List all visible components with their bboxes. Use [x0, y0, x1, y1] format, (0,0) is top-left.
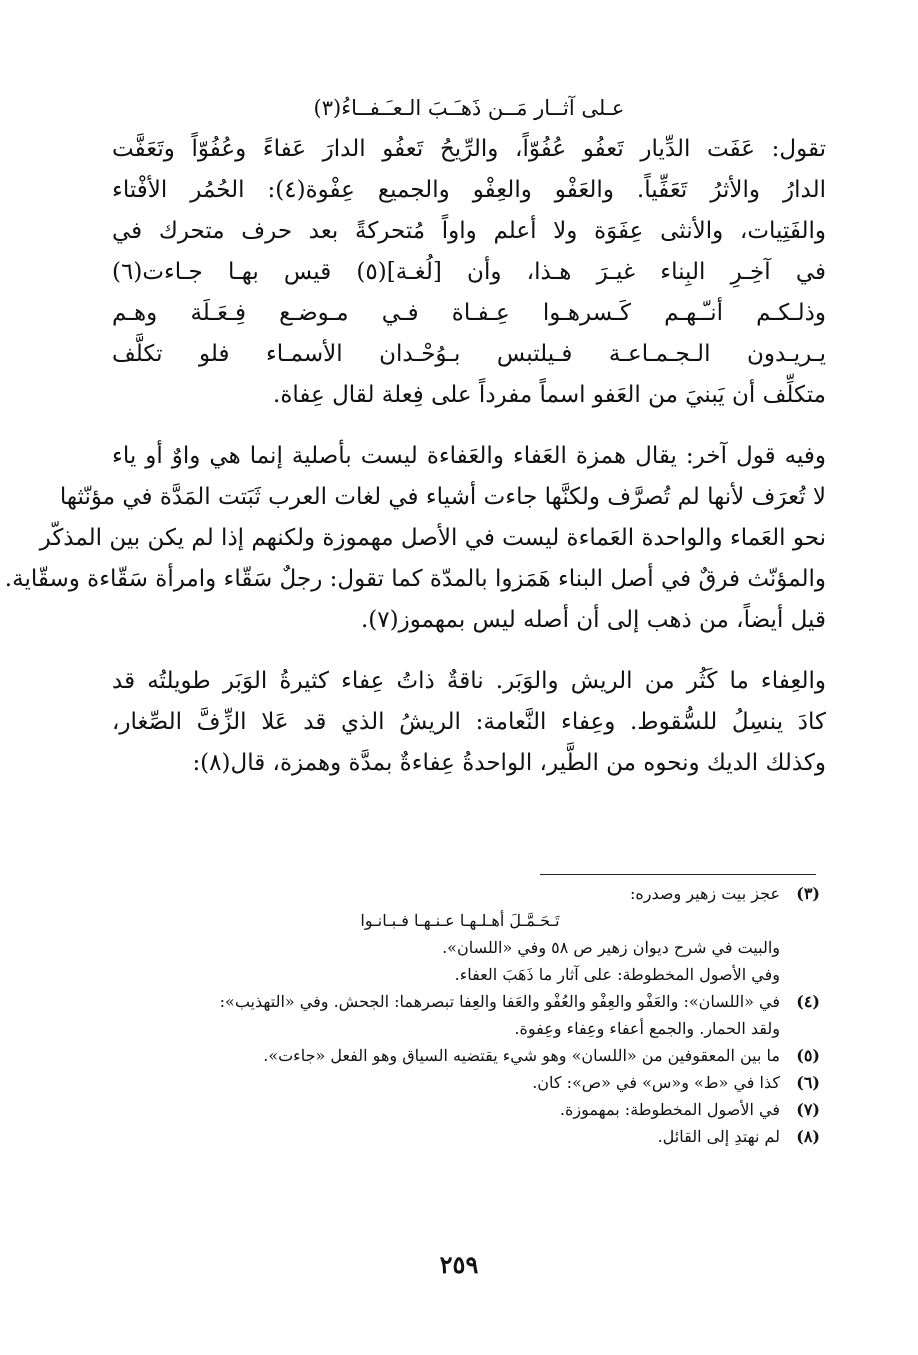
text-line: في آخِـرِ البِناء غيـرَ هـذا، وأن [لُغـة](٥) قيس بهـا جـاءت(٦) [112, 259, 826, 285]
main-text [4, 88, 827, 784]
footnote-verse [100, 907, 820, 934]
text-line: والعِفاء ما كَثُر من الريش والوَبَر. ناقةٌ ذاتُ عِفاء كثيرةُ الوَبَر طويلتُه قد [112, 668, 826, 694]
text-line: وذلـكـم أنـّـهـم كَـسرهـوا عِـفـاة فـي مـوضـع فِـعَـلَة وهـم [112, 300, 826, 326]
footnote-text: لم نهتدِ إلى القائل. [657, 1127, 780, 1146]
footnote [100, 1042, 820, 1069]
footnote-text: عجز بيت زهير وصدره: [630, 884, 780, 903]
footnote-number: (٧) [796, 1100, 820, 1119]
footnote [100, 988, 820, 1015]
text-line: لا تُعرَف لأنها لم تُصرَّف ولكنَّها جاءت أشياء في لغات العرب ثَبَتت المَدَّة في مؤنّثها [59, 484, 826, 510]
text-line: والفَتِيات، والأنثى عِفَوَة ولا أعلم واواً مُتحركةً بعد حرف متحرك في [112, 218, 826, 244]
footnote-text: ولقد الحمار. والجمع أعفاء وعِفاء وعِفوة. [514, 1019, 780, 1038]
section-heading: عـلى آثــار مَــن ذَهـَـبَ الـعـَـفــاءُ(٣) [313, 96, 625, 120]
text-line: متكلِّف أن يَبنيَ من العَفو اسماً مفرداً على فِعلة لقال عِفاة. [273, 382, 826, 408]
paragraph-gap [112, 641, 826, 661]
footnote-divider [540, 874, 816, 875]
text-line: وفيه قول آخر: يقال همزة العَفاء والعَفاءة ليست بأصلية إنما هي واوٌ أو ياء [112, 443, 826, 469]
footnote [100, 1096, 820, 1123]
footnote-text: ما بين المعقوفين من «اللسان» وهو شيء يقتضيه السياق وهو الفعل «جاءت». [263, 1046, 780, 1065]
footnote-number: (٨) [796, 1127, 820, 1146]
footnote-number: (٣) [796, 884, 820, 903]
footnote-text: تَـحَـمَّـلَ أهـلـهـا عـنـهـا فـبـانـوا [360, 911, 560, 930]
footnote-number: (٤) [796, 992, 820, 1011]
footnote-continuation [100, 961, 820, 988]
text-line: قيل أيضاً، من ذهب إلى أن أصله ليس بمهموز(٧). [361, 607, 826, 633]
footnotes [100, 880, 820, 1150]
text-line: كادَ ينسِلُ للسُّقوط. وعِفاء النَّعامة: الريشُ الذي قد عَلا الزِّفَّ الصِّغار، [112, 709, 826, 735]
footnote-text: في «اللسان»: والعَفْو والعِفْو والعُفْو والعَفا والعِفا تبصرهما: الجحش. وفي «التهذيب»: [219, 992, 780, 1011]
text-line: يـريـدون الـجـمـاعـة فـيلتبس بـوُحْـدان الأسمـاء فلو تكلَّف [112, 341, 826, 367]
footnote-continuation [100, 934, 820, 961]
footnote [100, 880, 820, 907]
footnote-text: كذا في «ط» و«س» في «ص»: كان. [532, 1073, 780, 1092]
footnote-text: والبيت في شرح ديوان زهير ص ٥٨ وفي «اللسان». [442, 938, 780, 957]
footnote [100, 1069, 820, 1096]
footnote-text: وفي الأصول المخطوطة: على آثار ما ذَهَبَ العفاء. [454, 965, 780, 984]
text-line: نحو العَماء والواحدة العَماءة ليست في الأصل مهموزة ولكنهم إذا لم يكن بين المذكّر [39, 525, 826, 551]
footnote-text: في الأصول المخطوطة: بمهموزة. [559, 1100, 780, 1119]
paragraph-gap [112, 416, 826, 436]
footnote [100, 1123, 820, 1150]
text-line: تقول: عَفَت الدِّيار تَعفُو عُفُوّاً، والرِّيحُ تَعفُو الدارَ عَفاءً وعُفُوّاً وتَعَفَّت [112, 136, 826, 162]
footnote-number: (٦) [796, 1073, 820, 1092]
text-line: وكذلك الديك ونحوه من الطَّير، الواحدةُ عِفاءةٌ بمدَّة وهمزة، قال(٨): [192, 750, 826, 776]
text-line: الدارُ والأثرُ تَعَفِّياً. والعَفْو والعِفْو والجميع عِفْوة(٤): الحُمُر الأفْتاء [112, 177, 827, 203]
footnote-continuation [100, 1015, 820, 1042]
page-number: ٢٥٩ [439, 1250, 479, 1279]
footnote-number: (٥) [796, 1046, 820, 1065]
text-line: والمؤنّث فرقٌ في أصل البناء هَمَزوا بالمدّة كما تقول: رجلٌ سَقّاء وامرأة سَقّاءة وسقّاية. [4, 566, 826, 592]
